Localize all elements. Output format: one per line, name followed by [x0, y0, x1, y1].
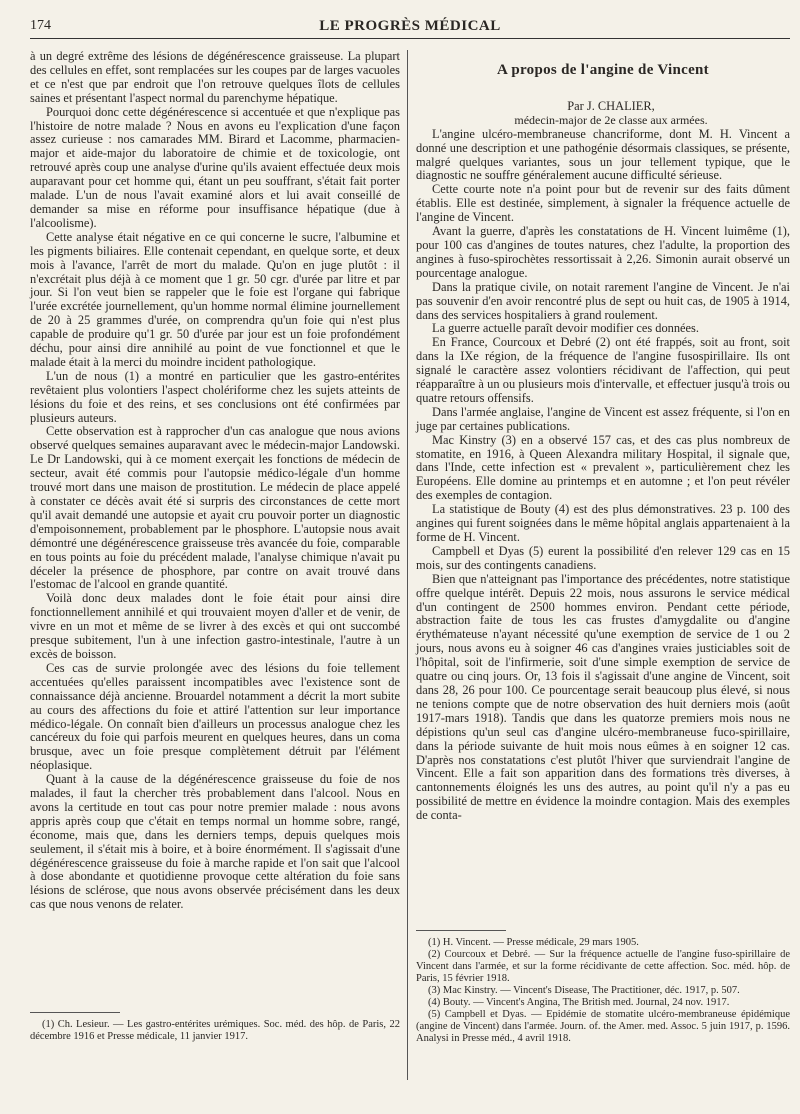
left-paragraph: à un degré extrême des lésions de dégénérescence graisseuse. La plupart des cellules en effet, sont remplacées sur les coupes par de larges vacuoles et ce n'est que par endroit que l'on retrouve quelques îlots de cellules saines et présentant l'aspect normal du parenchyme hépatique.: [30, 49, 400, 105]
right-paragraph: Avant la guerre, d'après les constatations de H. Vincent luimême (1), pour 100 cas d'angines de toutes natures, chez l'adulte, la proportion des angines à fuso-spirochètes ressortissait à 2,26. Simonin aurait observé un pourcentage analogue.: [416, 224, 790, 280]
left-paragraph: Ces cas de survie prolongée avec des lésions du foie tellement accentuées qu'elles paraissent incompatibles avec l'existence sont de connaissance déjà ancienne. Brouardel notamment a décrit la mort subite au cours des affections du foie et attiré l'attention sur leur importance médico-légale. On connaît bien d'ailleurs un processus analogue chez les cancéreux du foie qui parfois meurent en quelques heures, dans un coma brusque, avec un foie presque complètement détruit par l'élément néoplasique.: [30, 660, 400, 773]
right-paragraph: La guerre actuelle paraît devoir modifier ces données.: [432, 321, 699, 336]
right-footnote: (1) H. Vincent. — Presse médicale, 29 mars 1905.: [428, 937, 639, 948]
left-footnote: (1) Ch. Lesieur. — Les gastro-entérites urémiques. Soc. méd. des hôp. de Paris, 22 décembre 1916 et Presse médicale, 11 janvier 1917.: [30, 1019, 400, 1042]
right-paragraph: Dans l'armée anglaise, l'angine de Vincent est assez fréquente, si l'on en juge par certaines publications.: [416, 404, 790, 433]
left-paragraph: Pourquoi donc cette dégénérescence si accentuée et que n'explique pas l'histoire de notre malade ? Nous en avons eu l'explication d'une façon assez curieuse : nos camarades MM. Birard et Lacomme, pharmacien-major et aide-major du laboratoire de chimie et de toxicologie, ont retrouvé après coup une analyse d'urine qu'ils avaient effectuée deux mois auparavant pour cet homme qui, étant un peu souffrant, s'était fait porter malade. L'un de nous l'avait examiné alors et lui avait conseillé de demander sa mise en réforme pour insuffisance hépatique (due à l'alcoolisme).: [30, 104, 400, 230]
left-paragraph: Quant à la cause de la dégénérescence graisseuse du foie de nos malades, il faut la chercher très probablement dans l'alcool. Nous en avons la certitude en tout cas pour notre premier malade : nous avons appris après coup que c'était en temps normal un homme sobre, rangé, économe, mais que, dans les derniers temps, depuis quelques mois seulement, il s'était mis à boire, et à boire énormément. Il s'agissait d'une dégénérescence graisseuse du foie à marche rapide et l'on sait que l'alcool à dose abondante et quotidienne provoque cette altération du foie sans lésions de sclérose, que nous avons observée précisément dans les deux cas que nous venons de relater.: [30, 772, 400, 912]
right-paragraph: Campbell et Dyas (5) eurent la possibilité d'en relever 129 cas en 15 mois, sur des contingents canadiens.: [416, 543, 790, 572]
left-paragraph: Cette analyse était négative en ce qui concerne le sucre, l'albumine et les pigments biliaires. Elle contenait cependant, en quelque sorte, et deux mois à l'avance, l'arrêt de mort du malade. Qu'on en juge plutôt : il n'excrétait plus déjà à ce moment que 1 gr. 50 cgr. d'urée par litre et par jour. Si l'on veut bien se rappeler que le foie est l'organe qui fabrique l'urée excrétée journellement, qu'un homme normal élimine journellement de 20 à 25 grammes d'urée, on comprendra qu'un foie qui n'est plus capable de produire qu'1 gr. 50 d'urée par jour est un foie profondément déchu, pour ainsi dire annihilé au point de vue fonctionnel et que le malade était à la merci du moindre incident pathologique.: [30, 229, 400, 369]
author-line: Par J. CHALIER,: [567, 98, 655, 113]
author-role: médecin-major de 2e classe aux armées.: [514, 112, 708, 127]
right-footnotes: [416, 930, 790, 1045]
right-column: [416, 50, 790, 823]
left-paragraph: L'un de nous (1) a montré en particulier que les gastro-entérites revêtaient plus volontiers l'aspect cholériforme chez les sujets atteints de lésions du foie et des reins, et ses conclusions ont été confirmées par plusieurs auteurs.: [30, 368, 400, 425]
page-number: 174: [30, 18, 51, 33]
left-footnotes: [30, 1012, 400, 1043]
left-column: [30, 50, 400, 912]
right-paragraph: Mac Kinstry (3) en a observé 157 cas, et des cas plus nombreux de stomatite, en 1916, à Queen Alexandra military Hospital, il signale que, dans l'Inde, cette infection est « prevalent », particulièrement chez les Européens. Elle domine au printemps et en automne ; et l'on peut révéler des exemples de contagion.: [416, 432, 790, 503]
column-divider: [407, 50, 408, 1080]
journal-title: LE PROGRÈS MÉDICAL: [319, 18, 501, 34]
page-header: [30, 16, 790, 39]
right-footnote: (2) Courcoux et Debré. — Sur la fréquence actuelle de l'angine fuso-spirillaire de Vincent dans l'armée, et sur la forme récidivante de cette affection. Soc. méd. hôp. de Paris, 15 février 1918.: [416, 949, 790, 984]
footnote-rule: [30, 1012, 120, 1013]
right-paragraph: L'angine ulcéro-membraneuse chancriforme, dont M. H. Vincent a donné une description et une pathogénie désormais classiques, se présente, malgré quelques variantes, sous un jour tellement typique, que le diagnostic ne souffre généralement aucune difficulté sérieuse.: [416, 126, 790, 183]
right-paragraph: La statistique de Bouty (4) est des plus démonstratives. 23 p. 100 des angines qui furent soignées dans le même hôpital anglais appartenaient à la forme de H. Vincent.: [416, 502, 790, 544]
right-paragraph: Bien que n'atteignant pas l'importance des précédentes, notre statistique offre quelque intérêt. Depuis 22 mois, nous assurons le service médical d'un contingent de 2500 hommes environ. Pendant cette période, abstraction faite de tous les cas frustes d'amygdalite ou d'angine érythémateuse n'ayant nécessité qu'une exemption de service de 1 ou 2 jours, nous avons eu à soigner 46 cas d'angines vraies justiciables soit de l'hôpital, soit de l'infirmerie, soit d'une simple exemption de service de quatre ou cinq jours. Or, 13 fois il s'agissait d'une angine de Vincent, soit dans 28, 26 pour 100. Ce pourcentage serait beaucoup plus élevé, si nous ne tenions compte que de notre observation des huit derniers mois (août 1917-mars 1918). Tandis que dans les quatorze premiers mois nous ne dépistions qu'un seul cas d'angine ulcéro-membraneuse fuco-spirillaire, dans la période suivante de huit mois nous eûmes à en soigner 12 cas. D'après nos constatations c'est plutôt l'hiver que surviendrait l'angine de Vincent. Elle a fait son apparition dans des formations très diverses, à cantonnements éloignés les uns des autres, au point qu'il n'y a pas eu possibilité de mettre en évidence la moindre contagion. Mais des exemples de conta-: [416, 571, 790, 823]
article-title: A propos de l'angine de Vincent: [497, 62, 709, 78]
right-footnote: (3) Mac Kinstry. — Vincent's Disease, The Practitioner, déc. 1917, p. 507.: [428, 985, 740, 996]
right-paragraph: En France, Courcoux et Debré (2) ont été frappés, soit au front, soit dans la IXe région, de la fréquence de l'angine fusospirillaire. Ils ont signalé le caractère assez volontiers récidivant de l'affection, qui peut réapparaître à un ou plusieurs mois d'intervalle, et effectuer jusqu'à trois ou quatre retours offensifs.: [416, 335, 790, 405]
footnote-rule: [416, 930, 506, 931]
right-paragraph: Cette courte note n'a point pour but de revenir sur des faits dûment établis. Elle est destinée, simplement, à signaler la fréquence actuelle de l'angine de Vincent.: [416, 182, 790, 225]
right-footnote: (5) Campbell et Dyas. — Epidémie de stomatite ulcéro-membraneuse épidémique (angine de Vincent) dans l'armée. Journ. of. the Amer. med. Assoc. 5 juin 1917, p. 1596. Analysi in Presse méd., 4 avril 1918.: [416, 1009, 790, 1044]
left-paragraph: Voilà donc deux malades dont le foie était pour ainsi dire fonctionnellement annihilé et qui trouvaient moyen d'aller et de venir, de vivre en un mot et même de se livrer à des excès et qui ont succombé presque subitement, l'un à une infection gastro-intestinale, l'autre à un excès de boisson.: [30, 591, 400, 661]
right-footnote: (4) Bouty. — Vincent's Angina, The British med. Journal, 24 nov. 1917.: [428, 997, 730, 1008]
left-paragraph: Cette observation est à rapprocher d'un cas analogue que nous avions observé quelques semaines auparavant avec le médecin-major Landowski. Le Dr Landowski, qui à ce moment exerçait les fonctions de médecin de secteur, avait été commis pour l'autopsie médico-légale d'un homme trouvé mort dans une maison de prostitution. Le médecin de place appelé à constater ce décès avait été si surpris des circonstances de cette mort qu'il avait demandé une autopsie et ayait cru pouvoir porter un diagnostic d'empoisonnement, probablement par le phosphore. L'autopsie nous avait démontré une dégénérescence graisseuse très avancée du foie, comparable en tous points au foie du précédent malade, l'analyse chimique n'avait pu déceler la présence de phosphore, par contre on avait trouvé dans l'estomac de l'alcool en grande quantité.: [30, 424, 400, 592]
right-paragraph: Dans la pratique civile, on notait rarement l'angine de Vincent. Je n'ai pas souvenir d'en avoir rencontré plus de sept ou huit cas, de 1905 à 1914, dans des services hospitaliers à grand roulement.: [416, 279, 790, 322]
